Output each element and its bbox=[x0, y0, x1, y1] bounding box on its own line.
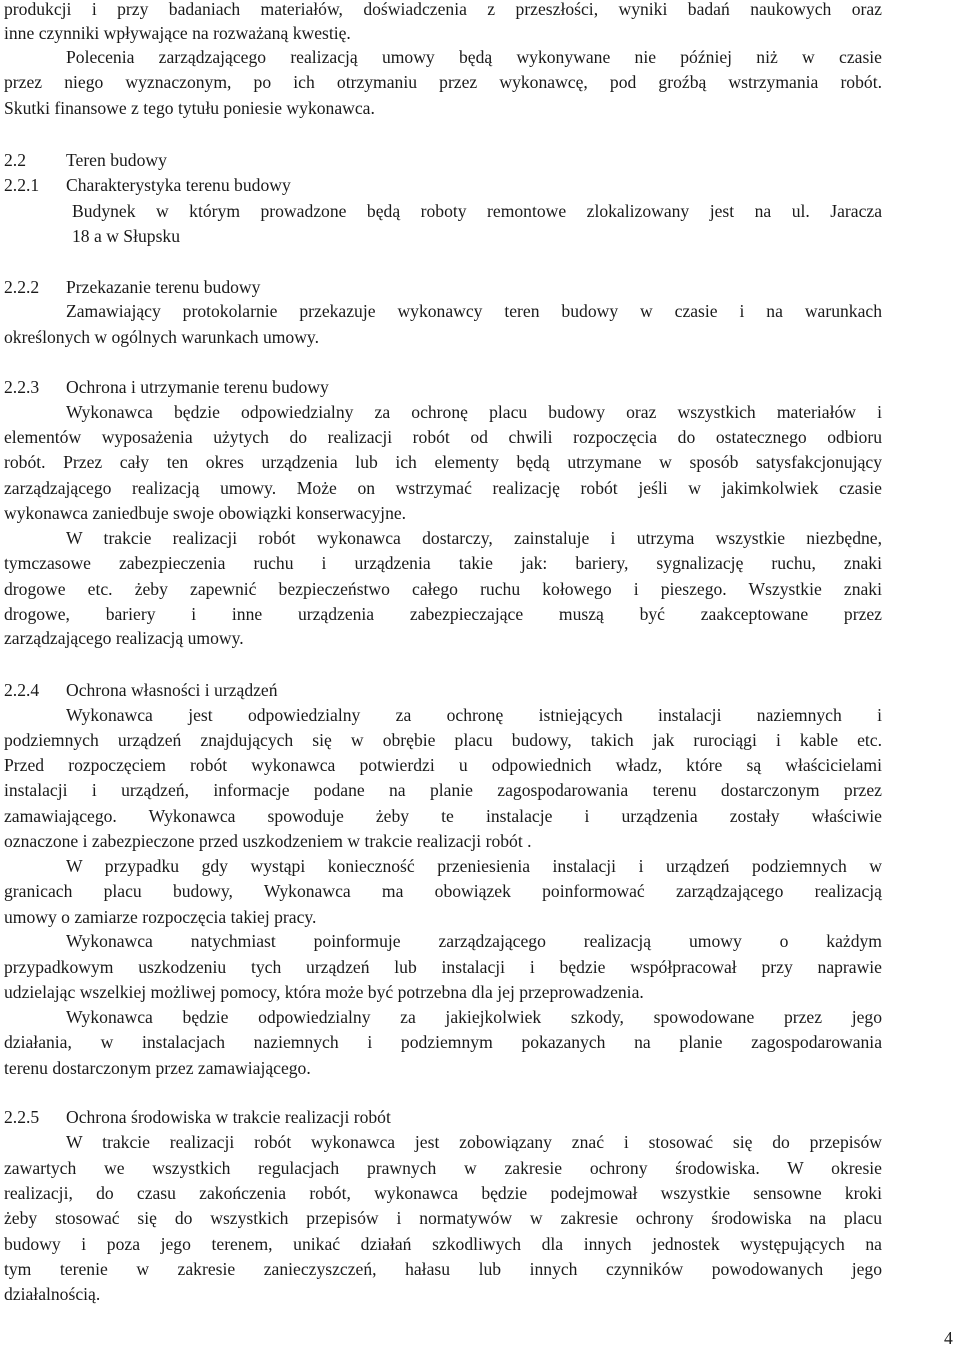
text-line: realizacji, do czasu zakończenia robót, wykonawca będzie podejmował wszystkie sensowne kroki bbox=[4, 1183, 882, 1203]
text-line: oznaczone i zabezpieczone przed uszkodzeniem w trakcie realizacji robót . bbox=[4, 831, 532, 851]
text-line: zawartych we wszystkich regulacjach prawnych w zakresie ochrony środowiska. W okresie bbox=[4, 1158, 882, 1178]
text-line: instalacji i urządzeń, informacje podane na planie zagospodarowania terenu dostarczonym przez bbox=[4, 780, 882, 800]
section-number: 2.2.3 bbox=[4, 377, 40, 397]
text-line: W trakcie realizacji robót wykonawca jest zobowiązany znać i stosować się do przepisów bbox=[66, 1132, 882, 1152]
text-line: żeby stosować się do wszystkich przepisów i normatywów w zakresie ochrony środowiska na placu bbox=[4, 1208, 882, 1228]
text-line: Budynek w którym prowadzone będą roboty remontowe zlokalizowany jest na ul. Jaracza bbox=[72, 201, 882, 221]
section-title: Ochrona własności i urządzeń bbox=[66, 680, 278, 700]
section-title: Ochrona środowiska w trakcie realizacji robót bbox=[66, 1107, 391, 1127]
section-number: 2.2.5 bbox=[4, 1107, 40, 1127]
text-line: budowy i poza jego terenem, unikać działań szkodliwych dla innych jednostek występujących na bbox=[4, 1234, 882, 1254]
text-line: zarządzającego realizacją umowy. bbox=[4, 628, 244, 648]
text-line: zarządzającego realizacją umowy. Może on wstrzymać realizację robót jeśli w jakimkolwiek czasie bbox=[4, 478, 882, 498]
section-title: Teren budowy bbox=[66, 150, 167, 170]
text-line: działania, w instalacjach naziemnych i podziemnym pokazanych na planie zagospodarowania bbox=[4, 1032, 882, 1052]
section-heading-2-2-5 bbox=[4, 1106, 882, 1128]
text-line: inne czynniki wpływające na rozważaną kwestię. bbox=[4, 23, 351, 43]
section-number: 2.2.4 bbox=[4, 680, 40, 700]
text-line: W przypadku gdy wystąpi konieczność przeniesienia instalacji i urządzeń podziemnych w bbox=[66, 856, 882, 876]
text-line: Wykonawca jest odpowiedzialny za ochronę istniejących instalacji naziemnych i bbox=[66, 705, 882, 725]
text-line: produkcji i przy badaniach materiałów, doświadczenia z przeszłości, wyniki badań naukowych oraz bbox=[4, 0, 882, 19]
text-line: terenu dostarczonym przez zamawiającego. bbox=[4, 1058, 311, 1078]
section-heading-2-2-2 bbox=[4, 276, 882, 298]
text-line: określonych w ogólnych warunkach umowy. bbox=[4, 327, 319, 347]
text-line: umowy o zamiarze rozpoczęcia takiej pracy. bbox=[4, 907, 317, 927]
section-number: 2.2.1 bbox=[4, 175, 40, 195]
text-line: Zamawiający protokolarnie przekazuje wykonawcy teren budowy w czasie i na warunkach bbox=[66, 301, 882, 321]
text-line: podziemnych urządzeń znajdujących się w obrębie placu budowy, takich jak rurociągi i kable etc. bbox=[4, 730, 882, 750]
text-line: działalnością. bbox=[4, 1284, 101, 1304]
page-number: 4 bbox=[944, 1328, 953, 1348]
text-line: drogowe etc. żeby zapewnić bezpieczeństwo całego ruchu kołowego i pieszego. Wszystkie znaki bbox=[4, 579, 882, 599]
text-line: udzielając wszelkiej możliwej pomocy, która może być potrzebna dla jej przeprowadzenia. bbox=[4, 982, 644, 1002]
text-line: przypadkowym uszkodzeniu tych urządzeń lub instalacji i będzie współpracował przy naprawie bbox=[4, 957, 882, 977]
section-title: Ochrona i utrzymanie terenu budowy bbox=[66, 377, 329, 397]
text-line: Skutki finansowe z tego tytułu poniesie wykonawca. bbox=[4, 98, 375, 118]
text-line: W trakcie realizacji robót wykonawca dostarczy, zainstaluje i utrzyma wszystkie niezbędne, bbox=[66, 528, 882, 548]
text-line: 18 a w Słupsku bbox=[72, 226, 181, 246]
section-number: 2.2 bbox=[4, 150, 26, 170]
text-line: drogowe, bariery i inne urządzenia zabezpieczające muszą być zaakceptowane przez bbox=[4, 604, 882, 624]
text-line: tymczasowe zabezpieczenia ruchu i urządzenia takie jak: bariery, sygnalizację ruchu, znaki bbox=[4, 553, 882, 573]
section-heading-2-2-4 bbox=[4, 679, 882, 701]
section-heading-2-2-3 bbox=[4, 376, 882, 398]
text-line: Wykonawca natychmiast poinformuje zarządzającego realizacją umowy o każdym bbox=[66, 931, 882, 951]
text-line: wykonawca zaniedbuje swoje obowiązki konserwacyjne. bbox=[4, 503, 407, 523]
text-line: Polecenia zarządzającego realizacją umowy będą wykonywane nie później niż w czasie bbox=[66, 47, 882, 67]
section-number: 2.2.2 bbox=[4, 277, 40, 297]
text-line: Wykonawca będzie odpowiedzialny za jakiejkolwiek szkody, spowodowane przez jego bbox=[66, 1007, 882, 1027]
section-heading-2-2 bbox=[4, 149, 882, 171]
text-line: Przed rozpoczęciem robót wykonawca potwierdzi u odpowiednich władz, które są właścicielami bbox=[4, 755, 882, 775]
text-line: Wykonawca będzie odpowiedzialny za ochronę placu budowy oraz wszystkich materiałów i bbox=[66, 402, 882, 422]
text-line: przez niego wyznaczonym, po ich otrzymaniu przez wykonawcę, pod groźbą wstrzymania robót. bbox=[4, 72, 882, 92]
text-line: zamawiającego. Wykonawca spowoduje żeby te instalacje i urządzenia zostały właściwie bbox=[4, 806, 882, 826]
section-title: Charakterystyka terenu budowy bbox=[66, 175, 291, 195]
text-line: tym terenie w zakresie zanieczyszczeń, hałasu lub innych czynników powodowanych jego bbox=[4, 1259, 882, 1279]
section-heading-2-2-1 bbox=[4, 174, 882, 196]
section-title: Przekazanie terenu budowy bbox=[66, 277, 261, 297]
text-line: granicach placu budowy, Wykonawca ma obowiązek poinformować zarządzającego realizacją bbox=[4, 881, 882, 901]
text-line: robót. Przez cały ten okres urządzenia lub ich elementy będą utrzymane w sposób satysfakcjonujący bbox=[4, 452, 882, 472]
text-line: elementów wyposażenia użytych do realizacji robót od chwili rozpoczęcia do ostatecznego odbioru bbox=[4, 427, 882, 447]
